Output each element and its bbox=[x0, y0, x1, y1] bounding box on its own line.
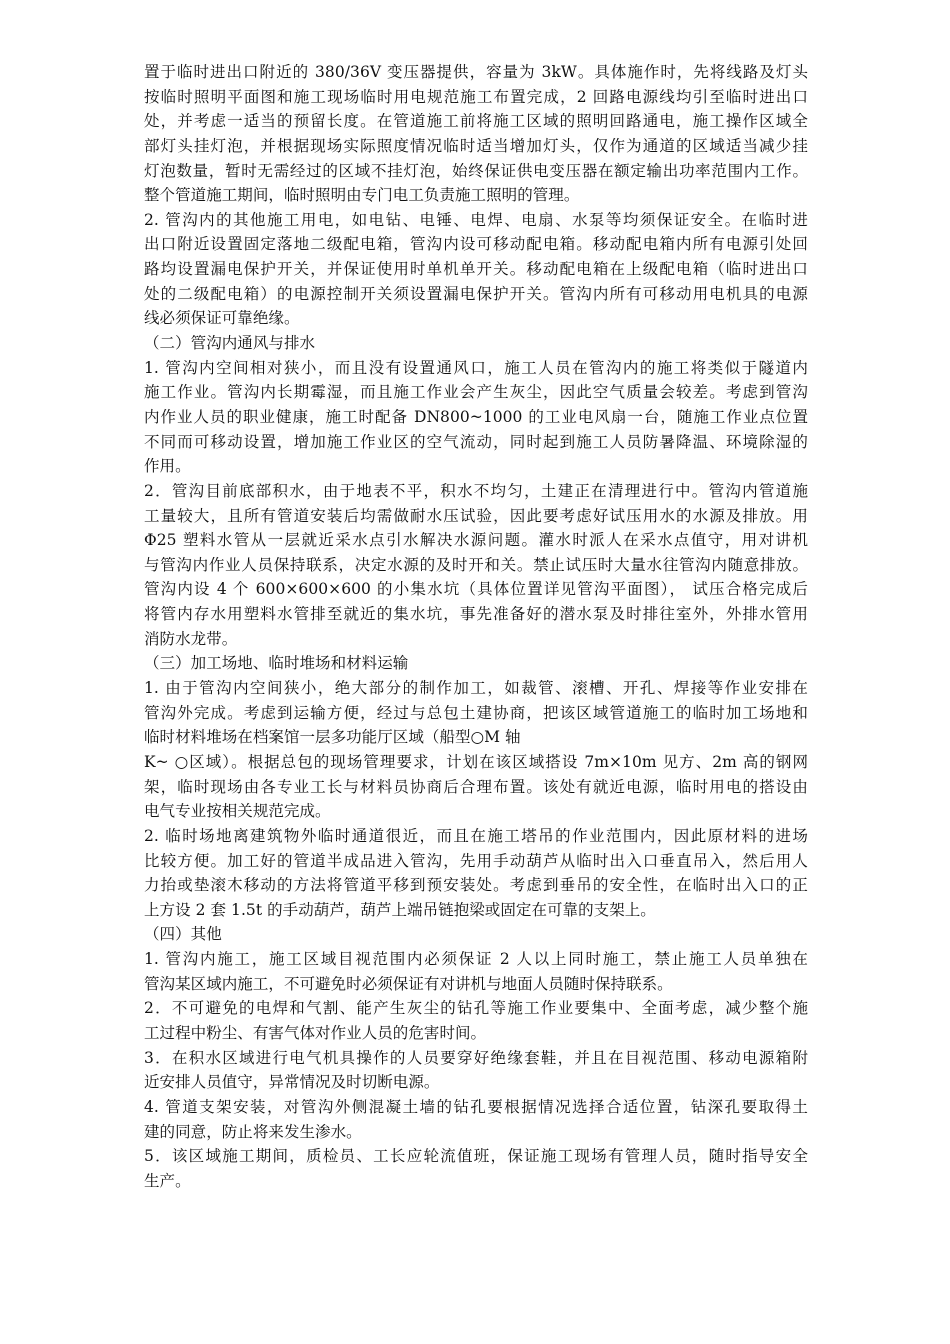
paragraph-line: 架，临时现场由各专业工长与材料员协商后合理布置。该处有就近电源，临时用电的搭设由 bbox=[144, 777, 808, 796]
paragraph-line: 1. 管沟内施工，施工区域目视范围内必须保证 2 人以上同时施工，禁止施工人员单独在 bbox=[144, 950, 808, 969]
paragraph-line: 部灯头挂灯泡，并根据现场实际照度情况临时适当增加灯头，仅作为通道的区域适当减少挂 bbox=[144, 136, 808, 155]
paragraph-line: 1. 由于管沟内空间狭小，绝大部分的制作加工，如裁管、滚槽、开孔、焊接等作业安排在 bbox=[144, 679, 808, 698]
paragraph-line: 作用。 bbox=[144, 457, 191, 476]
paragraph-line: 2. 临时场地离建筑物外临时通道很近，而且在施工塔吊的作业范围内，因此原材料的进场 bbox=[144, 826, 808, 845]
paragraph-line: 消防水龙带。 bbox=[144, 629, 238, 648]
paragraph-line: K~ ○区域）。根据总包的现场管理要求，计划在该区域搭设 7m×10m 见方、2m 高的钢网 bbox=[144, 752, 808, 771]
paragraph-line: 处的二级配电箱）的电源控制开关须设置漏电保护开关。管沟内所有可移动用电机具的电源 bbox=[144, 284, 808, 303]
paragraph-line: 处，并考虑一适当的预留长度。在管道施工前将施工区域的照明回路通电，施工操作区域全 bbox=[144, 112, 808, 131]
section-heading: （三）加工场地、临时堆场和材料运输 bbox=[144, 654, 409, 673]
paragraph-line: 施工作业。管沟内长期霉湿，而且施工作业会产生灰尘，因此空气质量会较差。考虑到管沟 bbox=[144, 383, 808, 402]
paragraph-line: 生产。 bbox=[144, 1171, 191, 1190]
paragraph-line: 电气专业按相关规范完成。 bbox=[144, 802, 331, 821]
paragraph-line: 不同而可移动设置，增加施工作业区的空气流动，同时起到施工人员防暑降温、环境除湿的 bbox=[144, 432, 808, 451]
paragraph-line: 5．该区域施工期间，质检员、工长应轮流值班，保证施工现场有管理人员，随时指导安全 bbox=[144, 1147, 808, 1166]
paragraph-line: 2．不可避免的电焊和气割、能产生灰尘的钻孔等施工作业要集中、全面考虑，减少整个施 bbox=[144, 999, 808, 1018]
paragraph-line: 管沟内设 4 个 600×600×600 的小集水坑（具体位置详见管沟平面图）， 试压合格完成后 bbox=[144, 580, 808, 599]
paragraph-line: 线必须保证可靠绝缘。 bbox=[144, 309, 300, 328]
paragraph-line: 内作业人员的职业健康，施工时配备 DN800~1000 的工业电风扇一台，随施工作业点位置 bbox=[144, 407, 808, 426]
paragraph-line: 比较方便。加工好的管道半成品进入管沟，先用手动葫芦从临时出入口垂直吊入，然后用人 bbox=[144, 851, 808, 870]
paragraph-line: 灯泡数量，暂时无需经过的区域不挂灯泡，始终保证供电变压器在额定输出功率范围内工作。 bbox=[144, 161, 808, 180]
paragraph-line: 与管沟内作业人员保持联系，决定水源的及时开和关。禁止试压时大量水往管沟内随意排放。 bbox=[144, 555, 808, 574]
section-heading: （四）其他 bbox=[144, 925, 222, 944]
paragraph-line: 工量较大，且所有管道安装后均需做耐水压试验，因此要考虑好试压用水的水源及排放。用 bbox=[144, 506, 808, 525]
paragraph-line: 工过程中粉尘、有害气体对作业人员的危害时间。 bbox=[144, 1023, 487, 1042]
paragraph-line: 2．管沟目前底部积水，由于地表不平，积水不均匀，土建正在清理进行中。管沟内管道施 bbox=[144, 481, 808, 500]
paragraph-line: 按临时照明平面图和施工现场临时用电规范施工布置完成，2 回路电源线均引至临时进出口 bbox=[144, 87, 808, 106]
paragraph-line: 出口附近设置固定落地二级配电箱，管沟内设可移动配电箱。移动配电箱内所有电源引处回 bbox=[144, 235, 808, 254]
paragraph-line: 临时材料堆场在档案馆一层多功能厅区域（船型○M 轴 bbox=[144, 728, 521, 747]
paragraph-line: 上方设 2 套 1.5t 的手动葫芦，葫芦上端吊链抱梁或固定在可靠的支架上。 bbox=[144, 900, 656, 919]
paragraph-line: 近安排人员值守，异常情况及时切断电源。 bbox=[144, 1073, 440, 1092]
paragraph-line: 将管内存水用塑料水管排至就近的集水坑，事先准备好的潜水泵及时排往室外，外排水管用 bbox=[144, 605, 808, 624]
document-body bbox=[144, 60, 808, 1193]
paragraph-line: 整个管道施工期间，临时照明由专门电工负责施工照明的管理。 bbox=[144, 186, 580, 205]
paragraph-line: 力抬或垫滚木移动的方法将管道平移到预安装处。考虑到垂吊的安全性，在临时出入口的正 bbox=[144, 876, 808, 895]
paragraph-line: Φ25 塑料水管从一层就近采水点引水解决水源问题。灌水时派人在采水点值守，用对讲机 bbox=[144, 531, 808, 550]
paragraph-line: 管沟外完成。考虑到运输方便，经过与总包土建协商，把该区域管道施工的临时加工场地和 bbox=[144, 703, 808, 722]
paragraph-line: 1. 管沟内空间相对狭小，而且没有设置通风口，施工人员在管沟内的施工将类似于隧道内 bbox=[144, 358, 808, 377]
paragraph-line: 置于临时进出口附近的 380/36V 变压器提供，容量为 3kW。具体施作时，先将线路及灯头 bbox=[144, 63, 808, 81]
paragraph-line: 路均设置漏电保护开关，并保证使用时单机单开关。移动配电箱在上级配电箱（临时进出口 bbox=[144, 260, 808, 279]
paragraph-line: 2. 管沟内的其他施工用电，如电钻、电锤、电焊、电扇、水泵等均须保证安全。在临时进 bbox=[144, 210, 808, 229]
paragraph-line: 3．在积水区域进行电气机具操作的人员要穿好绝缘套鞋，并且在目视范围、移动电源箱附 bbox=[144, 1048, 808, 1067]
paragraph-line: 4. 管道支架安装，对管沟外侧混凝土墙的钻孔要根据情况选择合适位置，钻深孔要取得土 bbox=[144, 1097, 808, 1116]
paragraph-line: 管沟某区域内施工，不可避免时必须保证有对讲机与地面人员随时保持联系。 bbox=[144, 974, 673, 993]
paragraph-line: 建的同意，防止将来发生渗水。 bbox=[144, 1122, 362, 1141]
section-heading: （二）管沟内通风与排水 bbox=[144, 334, 316, 353]
